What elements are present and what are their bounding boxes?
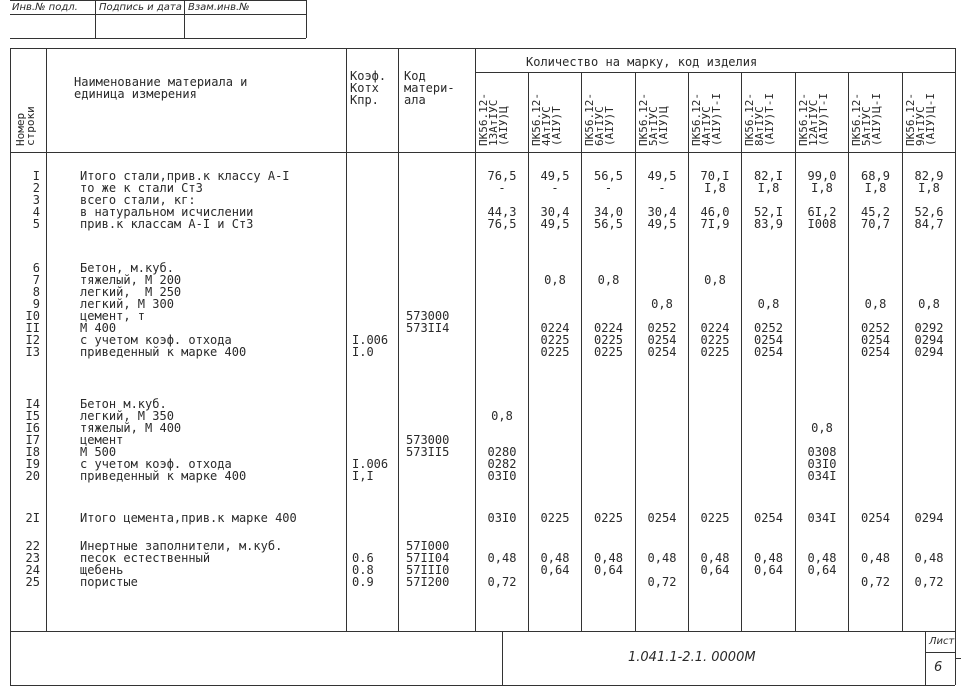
value-cell: 0254 [647,511,677,525]
value-cell: 03I0 [487,511,517,525]
value-cell: 49,5 - 30,4 49,5 [540,169,570,231]
value-cell: 0,8 0252 0254 0254 [754,297,783,359]
header-material-name: Наименование материала и единица измерения [74,75,248,101]
value-cell: 0,8 0252 0254 0254 [647,297,677,359]
value-cell: 0225 [594,511,623,525]
header-row-number: Номер строки [14,106,37,146]
value-cell: 0,48 0,64 [807,551,837,577]
value-cell: 82,9 I,8 52,6 84,7 [914,169,944,231]
product-code-2: ПК56.12- 4АтIУС (АIУ)Т [530,93,563,146]
value-cell: 82,I I,8 52,I 83,9 [754,169,783,231]
value-cell: 49,5 - 30,4 49,5 [647,169,677,231]
value-cell: 0,48 0,72 [647,551,677,589]
material-codes: 573000 573II4 [406,309,450,335]
value-cell: 0,48 0,72 [861,551,890,589]
value-cell: 0,48 0,64 [594,551,623,577]
material-names: Бетон м.куб. легкий, М 350 тяжелый, М 400 цемент М 500 с учетом коэф. отхода приведенный к марке 400 [80,397,247,483]
material-names: Бетон, м.куб. тяжелый, М 200 легкий, М 250 легкий, М 300 цемент, т М 400 с учетом коэф. отхода приведенный к марке 400 [80,261,247,359]
stamp-inventory-label: Инв.№ подл. [12,2,78,13]
stamp-signature-label: Подпись и дата [99,2,182,13]
value-cell: 0,48 0,72 [487,551,517,589]
product-code-4: ПК56.12- 5АтIУС (АIУ)Ц [637,93,670,146]
coefficients: 0.6 0.8 0.9 [352,551,374,589]
sheet-label: Лист [929,636,955,647]
product-code-1: ПК56.12- 13АтIУС (АIУ)Ц [477,93,510,146]
value-cell: 56,5 - 34,0 56,5 [594,169,623,231]
value-cell: 0,48 0,72 [914,551,944,589]
coefficients: I.006 I.0 [352,333,389,359]
value-cell: 0,48 0,64 [754,551,783,577]
coefficients: I.006 I,I [352,457,389,483]
value-cell: 0,8 0280 0282 03I0 [487,409,517,483]
product-code-3: ПК56.12- 6АтIУС (АIУ)Т [583,93,616,146]
row-numbers: 6 7 8 9 I0 II I2 I3 [25,261,40,359]
product-code-6: ПК56.12- 8АтIУС (АIУ)Т-I [743,93,776,146]
product-code-7: ПК56.12- 12АтIУС (АIУ)Т-I [797,93,830,146]
value-cell: 0,8 0292 0294 0294 [914,297,944,359]
sheet-number: 6 [934,660,943,675]
value-cell: 0,8 0224 0225 0225 [594,273,623,359]
row-numbers: I4 I5 I6 I7 I8 I9 20 [25,397,40,483]
material-codes: 573000 573II5 [406,433,450,459]
row-numbers: 22 23 24 25 [25,539,40,589]
value-cell: 76,5 - 44,3 76,5 [487,169,517,231]
value-cell: 0,8 0308 03I0 034I [807,421,837,483]
document-code: 1.041.1-2.1. 0000М [628,650,756,665]
value-cell: 0,8 0224 0225 0225 [540,273,570,359]
row-numbers: 2I [25,511,40,525]
value-cell: 0294 [914,511,944,525]
value-cell: 68,9 I,8 45,2 70,7 [861,169,890,231]
material-names: Итого цемента,прив.к марке 400 [80,511,297,525]
value-cell: 0254 [861,511,890,525]
value-cell: 0,8 0224 0225 0225 [700,273,730,359]
value-cell: 0,48 0,64 [540,551,570,577]
stamp-replacement-label: Взам.инв.№ [188,2,250,13]
material-codes: 57I000 57II04 57III0 57I200 [406,539,450,589]
value-cell: 70,I I,8 46,0 7I,9 [700,169,730,231]
product-code-9: ПК56.12- 9АтIУС (АIУ)Ц-I [904,93,937,146]
product-code-5: ПК56.12- 4АтIУС (АIУ)Т-I [690,93,723,146]
material-names: Итого стали,прив.к классу А-I то же к стали Ст3 всего стали, кг: в натуральном исчислении прив.к классам А-I и Ст3 [80,169,290,231]
material-names: Инертные заполнители, м.куб. песок естественный щебень пористые [80,539,283,589]
value-cell: 0225 [700,511,730,525]
header-quantity: Количество на марку, код изделия [526,55,758,69]
value-cell: 99,0 I,8 6I,2 I008 [807,169,837,231]
value-cell: 0225 [540,511,570,525]
value-cell: 0254 [754,511,783,525]
header-coefficient: Коэф. Котх Кпр. [350,69,387,107]
value-cell: 0,8 0252 0254 0254 [861,297,890,359]
value-cell: 034I [807,511,837,525]
header-material-code: Код матери- ала [404,69,455,107]
product-code-8: ПК56.12- 5АтIУС (АIУ)Ц-I [850,93,883,146]
value-cell: 0,48 0,64 [700,551,730,577]
row-numbers: I 2 3 4 5 [32,169,40,231]
